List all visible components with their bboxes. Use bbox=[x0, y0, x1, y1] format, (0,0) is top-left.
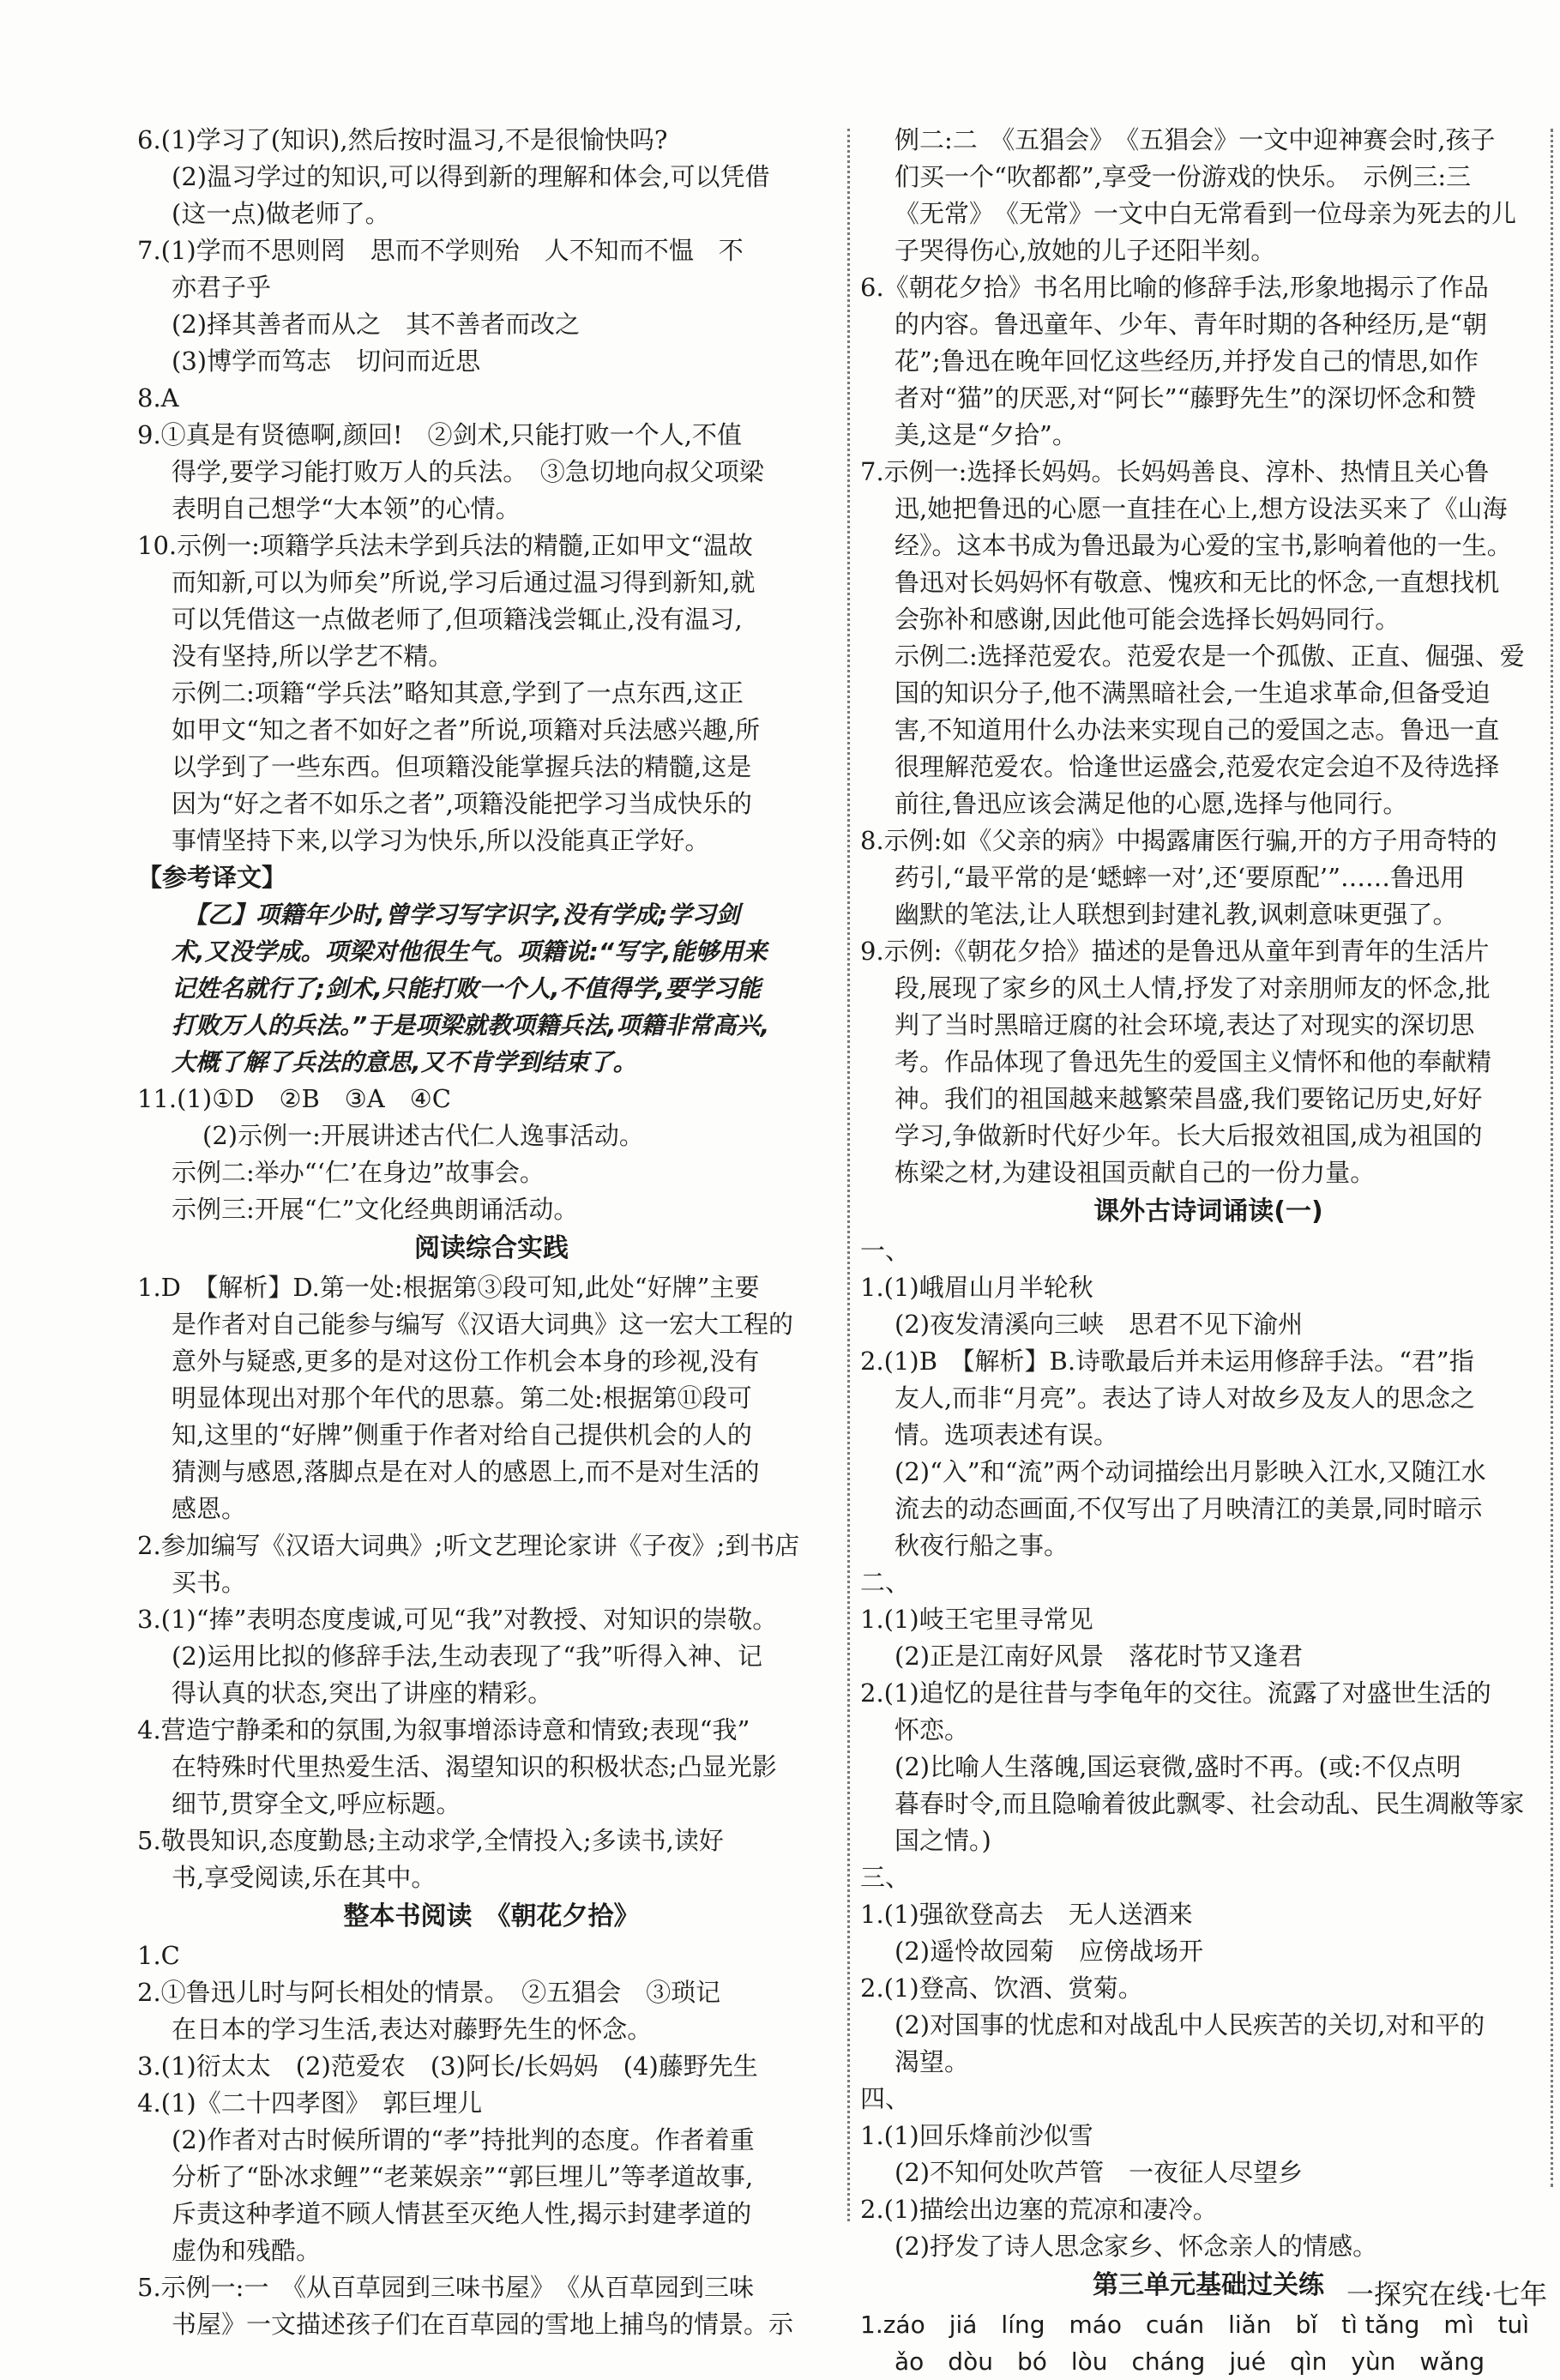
text-line: 买书。 bbox=[172, 1568, 247, 1597]
text-line: 药引,“最平常的是‘蟋蟀一对’,还‘要原配’”……鲁迅用 bbox=[894, 863, 1465, 892]
text-line: 美,这是“夕拾”。 bbox=[894, 420, 1077, 449]
text-line: (3)博学而笃志 切问而近思 bbox=[172, 346, 481, 376]
text-line: (2)夜发清溪向三峡 思君不见下渝州 bbox=[894, 1310, 1304, 1339]
section-heading: 阅读综合实践 bbox=[414, 1233, 569, 1263]
left-column bbox=[137, 122, 846, 2343]
text-line: 1.(1)强欲登高去 无人送酒来 bbox=[860, 1900, 1193, 1929]
text-line: 得认真的状态,突出了讲座的精彩。 bbox=[172, 1678, 553, 1708]
text-line: 学习,争做新时代好少年。长大后报效祖国,成为祖国的 bbox=[894, 1121, 1483, 1150]
text-line: 的内容。鲁迅童年、少年、青年时期的各种经历,是“朝 bbox=[894, 310, 1488, 339]
text-line: 《无常》 《无常》一文中白无常看到一位母亲为死去的儿 bbox=[894, 199, 1517, 228]
text-line: 6.(1)学习了(知识),然后按时温习,不是很愉快吗? bbox=[137, 125, 668, 154]
text-line: 10.示例一:项籍学兵法未学到兵法的精髓,正如甲文“温故 bbox=[137, 531, 753, 560]
text-line: (这一点)做老师了。 bbox=[172, 199, 390, 228]
text-line: 书,享受阅读,乐在其中。 bbox=[172, 1863, 437, 1892]
text-line: 斥责这种孝道不顾人情甚至灭绝人性,揭示封建孝道的 bbox=[172, 2199, 752, 2228]
text-line: 细节,贯穿全文,呼应标题。 bbox=[172, 1789, 461, 1818]
text-line: (2)择其善者而从之 其不善者而改之 bbox=[172, 310, 581, 339]
text-line: 意外与疑惑,更多的是对这份工作机会本身的珍视,没有 bbox=[172, 1347, 760, 1376]
text-line: 得学,要学习能打败万人的兵法。 ③急切地向叔父项梁 bbox=[172, 457, 764, 486]
text-line: 花”;鲁迅在晚年回忆这些经历,并抒发自己的情思,如作 bbox=[894, 346, 1479, 376]
text-line: 情。选项表述有误。 bbox=[894, 1420, 1119, 1449]
text-line: 在特殊时代里热爱生活、渴望知识的积极状态;凸显光影 bbox=[172, 1752, 777, 1781]
text-line: 大概了解了兵法的意思,又不肯学到结束了。 bbox=[172, 1048, 637, 1076]
text-line: (2)抒发了诗人思念家乡、怀念亲人的情感。 bbox=[894, 2232, 1378, 2261]
text-line: 者对“猫”的厌恶,对“阿长”“藤野先生”的深切怀念和赞 bbox=[894, 383, 1477, 413]
text-line: 幽默的笔法,让人联想到封建礼教,讽刺意味更强了。 bbox=[894, 900, 1458, 929]
text-line: 9.①真是有贤德啊,颜回! ②剑术,只能打败一个人,不值 bbox=[137, 420, 742, 449]
text-line: (2)“入”和“流”两个动词描绘出月影映入江水,又随江水 bbox=[894, 1457, 1486, 1486]
text-line: 8.示例:如《父亲的病》中揭露庸医行骗,开的方子用奇特的 bbox=[860, 826, 1497, 855]
text-line: 秋夜行船之事。 bbox=[894, 1531, 1069, 1560]
text-line: (2)作者对古时候所谓的“孝”持批判的态度。作者着重 bbox=[172, 2125, 755, 2154]
text-line: 考。作品体现了鲁迅先生的爱国主义情怀和他的奉献精 bbox=[894, 1047, 1492, 1076]
text-line: 2.(1)追忆的是往昔与李龟年的交往。流露了对盛世生活的 bbox=[860, 1678, 1491, 1708]
text-line: 1.(1)峨眉山月半轮秋 bbox=[860, 1273, 1093, 1302]
text-line: 一、 bbox=[860, 1236, 911, 1265]
text-line: (2)示例一:开展讲述古代仁人逸事活动。 bbox=[202, 1121, 644, 1150]
text-line: 1.(1)回乐烽前沙似雪 bbox=[860, 2121, 1093, 2150]
text-line: 判了当时黑暗迂腐的社会环境,表达了对现实的深切思 bbox=[894, 1010, 1475, 1039]
text-line: 迅,她把鲁迅的心愿一直挂在心上,想方设法买来了《山海 bbox=[894, 494, 1508, 523]
text-line: 是作者对自己能参与编写《汉语大词典》这一宏大工程的 bbox=[172, 1310, 794, 1339]
text-line: 们买一个“吹都都”,享受一份游戏的快乐。 示例三:三 bbox=[894, 162, 1472, 191]
text-line: 记姓名就行了;剑术,只能打败一个人,不值得学,要学习能 bbox=[172, 974, 762, 1003]
text-line: 虚伪和残酷。 bbox=[172, 2236, 322, 2265]
section-heading: 第三单元基础过关练 bbox=[1093, 2270, 1324, 2300]
text-line: 暮春时令,而且隐喻着彼此飘零、社会动乱、民生凋敝等家 bbox=[894, 1789, 1525, 1818]
text-line: 亦君子乎 bbox=[172, 273, 272, 302]
text-line: 栋梁之材,为建设祖国贡献自己的一份力量。 bbox=[894, 1158, 1376, 1187]
text-line: 表明自己想学“大本领”的心情。 bbox=[172, 494, 521, 523]
text-line: 9.示例:《朝花夕拾》描述的是鲁迅从童年到青年的生活片 bbox=[860, 937, 1490, 966]
text-line: 示例二:项籍“学兵法”略知其意,学到了一点东西,这正 bbox=[172, 678, 744, 708]
text-line: 因为“好之者不如乐之者”,项籍没能把学习当成快乐的 bbox=[172, 789, 752, 818]
text-line: 猜测与感恩,落脚点是在对人的感恩上,而不是对生活的 bbox=[172, 1457, 760, 1486]
text-line: 4.营造宁静柔和的氛围,为叙事增添诗意和情致;表现“我” bbox=[137, 1715, 750, 1744]
text-line: 示例三:开展“仁”文化经典朗诵活动。 bbox=[172, 1195, 579, 1224]
page-footer: 一探究在线·七年 bbox=[1346, 2278, 1548, 2311]
text-line: 5.示例一:一 《从百草园到三味书屋》 《从百草园到三味 bbox=[137, 2273, 754, 2302]
text-line: 【乙】项籍年少时,曾学习写字识字,没有学成;学习剑 bbox=[172, 901, 740, 929]
text-line: 11.(1)①D ②B ③A ④C bbox=[137, 1084, 451, 1113]
right-column bbox=[860, 122, 1557, 2380]
text-line: 国之情。) bbox=[894, 1826, 991, 1855]
text-line: 【参考译文】 bbox=[137, 863, 287, 892]
column-divider bbox=[847, 129, 850, 2221]
text-line: 2.(1)登高、饮酒、赏菊。 bbox=[860, 1973, 1143, 2003]
text-line: 分析了“卧冰求鲤”“老莱娱亲”“郭巨埋儿”等孝道故事, bbox=[172, 2162, 754, 2191]
text-line: 7.示例一:选择长妈妈。长妈妈善良、淳朴、热情且关心鲁 bbox=[860, 457, 1490, 486]
text-line: 鲁迅对长妈妈怀有敬意、愧疚和无比的怀念,一直想找机 bbox=[894, 568, 1500, 597]
text-line: 渴望。 bbox=[894, 2047, 970, 2076]
text-line: 2.(1)B 【解析】B.诗歌最后并未运用修辞手法。“君”指 bbox=[860, 1347, 1474, 1376]
text-line: 可以凭借这一点做老师了,但项籍浅尝辄止,没有温习, bbox=[172, 605, 743, 634]
text-line: 7.(1)学而不思则罔 思而不学则殆 人不知而不愠 不 bbox=[137, 236, 744, 265]
text-line: 经》。这本书成为鲁迅最为心爱的宝书,影响着他的一生。 bbox=[894, 531, 1512, 560]
text-line: 4.(1)《二十四孝图》 郭巨埋儿 bbox=[137, 2088, 483, 2118]
text-line: 怀恋。 bbox=[894, 1715, 970, 1744]
text-line: 2.①鲁迅儿时与阿长相处的情景。 ②五猖会 ③琐记 bbox=[137, 1978, 721, 2007]
text-line: 书屋》一文描述孩子们在百草园的雪地上捕鸟的情景。示 bbox=[172, 2310, 794, 2339]
text-line: 如甲文“知之者不如好之者”所说,项籍对兵法感兴趣,所 bbox=[172, 715, 761, 744]
text-line: (2)对国事的忧虑和对战乱中人民疾苦的关切,对和平的 bbox=[894, 2010, 1485, 2040]
text-line: 很理解范爱农。恰逢世运盛会,范爱农定会迫不及待选择 bbox=[894, 752, 1500, 781]
text-line: 2.(1)描绘出边塞的荒凉和凄冷。 bbox=[860, 2195, 1218, 2224]
text-line: 3.(1)“捧”表明态度虔诚,可见“我”对教授、对知识的崇敬。 bbox=[137, 1605, 778, 1634]
text-line: 打败万人的兵法。”于是项梁就教项籍兵法,项籍非常高兴, bbox=[172, 1011, 770, 1039]
text-line: 前往,鲁迅应该会满足他的心愿,选择与他同行。 bbox=[894, 789, 1408, 818]
text-line: 二、 bbox=[860, 1568, 911, 1597]
text-line: 而知新,可以为师矣”所说,学习后通过温习得到新知,就 bbox=[172, 568, 756, 597]
text-line: 会弥补和感谢,因此他可能会选择长妈妈同行。 bbox=[894, 605, 1400, 634]
text-line: 段,展现了家乡的风土人情,抒发了对亲朋师友的怀念,批 bbox=[894, 973, 1491, 1003]
text-line: 示例二:举办“‘仁’在身边”故事会。 bbox=[172, 1158, 545, 1187]
text-line: 没有坚持,所以学艺不精。 bbox=[172, 642, 454, 671]
text-line: 神。我们的祖国越来越繁荣昌盛,我们要铭记历史,好好 bbox=[894, 1084, 1483, 1113]
text-line: 流去的动态画面,不仅写出了月映清江的美景,同时暗示 bbox=[894, 1494, 1483, 1523]
text-line: 1.D 【解析】D.第一处:根据第③段可知,此处“好牌”主要 bbox=[137, 1273, 760, 1302]
text-line: (2)运用比拟的修辞手法,生动表现了“我”听得入神、记 bbox=[172, 1642, 762, 1671]
text-line: (2)温习学过的知识,可以得到新的理解和体会,可以凭借 bbox=[172, 162, 770, 191]
text-line: 6.《朝花夕拾》书名用比喻的修辞手法,形象地揭示了作品 bbox=[860, 273, 1489, 302]
text-line: 国的知识分子,他不满黑暗社会,一生追求革命,但备受迫 bbox=[894, 678, 1491, 708]
text-line: 1.(1)岐王宅里寻常见 bbox=[860, 1605, 1093, 1634]
text-line: (2)遥怜故园菊 应傍战场开 bbox=[894, 1937, 1204, 1966]
text-line: 1.záo jiá líng máo cuán liǎn bǐ tì tǎng mì tuì bbox=[860, 2311, 1529, 2339]
text-line: 在日本的学习生活,表达对藤野先生的怀念。 bbox=[172, 2015, 653, 2044]
section-heading: 整本书阅读 《朝花夕拾》 bbox=[343, 1901, 640, 1931]
text-line: 术,又没学成。项梁对他很生气。项籍说:“写字,能够用来 bbox=[172, 937, 768, 966]
text-line: 3.(1)衍太太 (2)范爱农 (3)阿长/长妈妈 (4)藤野先生 bbox=[137, 2052, 758, 2081]
text-line: 5.敬畏知识,态度勤恳;主动求学,全情投入;多读书,读好 bbox=[137, 1826, 724, 1855]
text-line: 事情坚持下来,以学习为快乐,所以没能真正学好。 bbox=[172, 826, 710, 855]
section-heading: 课外古诗词诵读(一) bbox=[1093, 1196, 1323, 1226]
text-line: 示例二:选择范爱农。范爱农是一个孤傲、正直、倔强、爱 bbox=[894, 642, 1525, 671]
text-line: 1.C bbox=[137, 1941, 180, 1970]
text-line: 8.A bbox=[137, 383, 179, 413]
text-line: 知,这里的“好牌”侧重于作者对给自己提供机会的人的 bbox=[172, 1420, 752, 1449]
text-line: 害,不知道用什么办法来实现自己的爱国之志。鲁迅一直 bbox=[894, 715, 1500, 744]
text-line: ǎo dòu bó lòu cháng jué qìn yùn wǎng bbox=[894, 2347, 1485, 2376]
text-line: 例二:二 《五猖会》 《五猖会》一文中迎神赛会时,孩子 bbox=[894, 125, 1496, 154]
text-line: (2)正是江南好风景 落花时节又逢君 bbox=[894, 1642, 1304, 1671]
text-line: 子哭得伤心,放她的儿子还阳半刻。 bbox=[894, 236, 1276, 265]
text-line: 三、 bbox=[860, 1863, 911, 1892]
text-line: (2)不知何处吹芦管 一夜征人尽望乡 bbox=[894, 2158, 1304, 2187]
text-line: 四、 bbox=[860, 2084, 911, 2113]
text-line: 以学到了一些东西。但项籍没能掌握兵法的精髓,这是 bbox=[172, 752, 752, 781]
text-line: 感恩。 bbox=[172, 1494, 247, 1523]
text-line: 友人,而非“月亮”。表达了诗人对故乡及友人的思念之 bbox=[894, 1383, 1475, 1413]
text-line: 2.参加编写《汉语大词典》;听文艺理论家讲《子夜》;到书店 bbox=[137, 1531, 800, 1560]
text-line: (2)比喻人生落魄,国运衰微,盛时不再。(或:不仅点明 bbox=[894, 1752, 1461, 1781]
text-line: 明显体现出对那个年代的思慕。第二处:根据第⑪段可 bbox=[172, 1383, 752, 1413]
